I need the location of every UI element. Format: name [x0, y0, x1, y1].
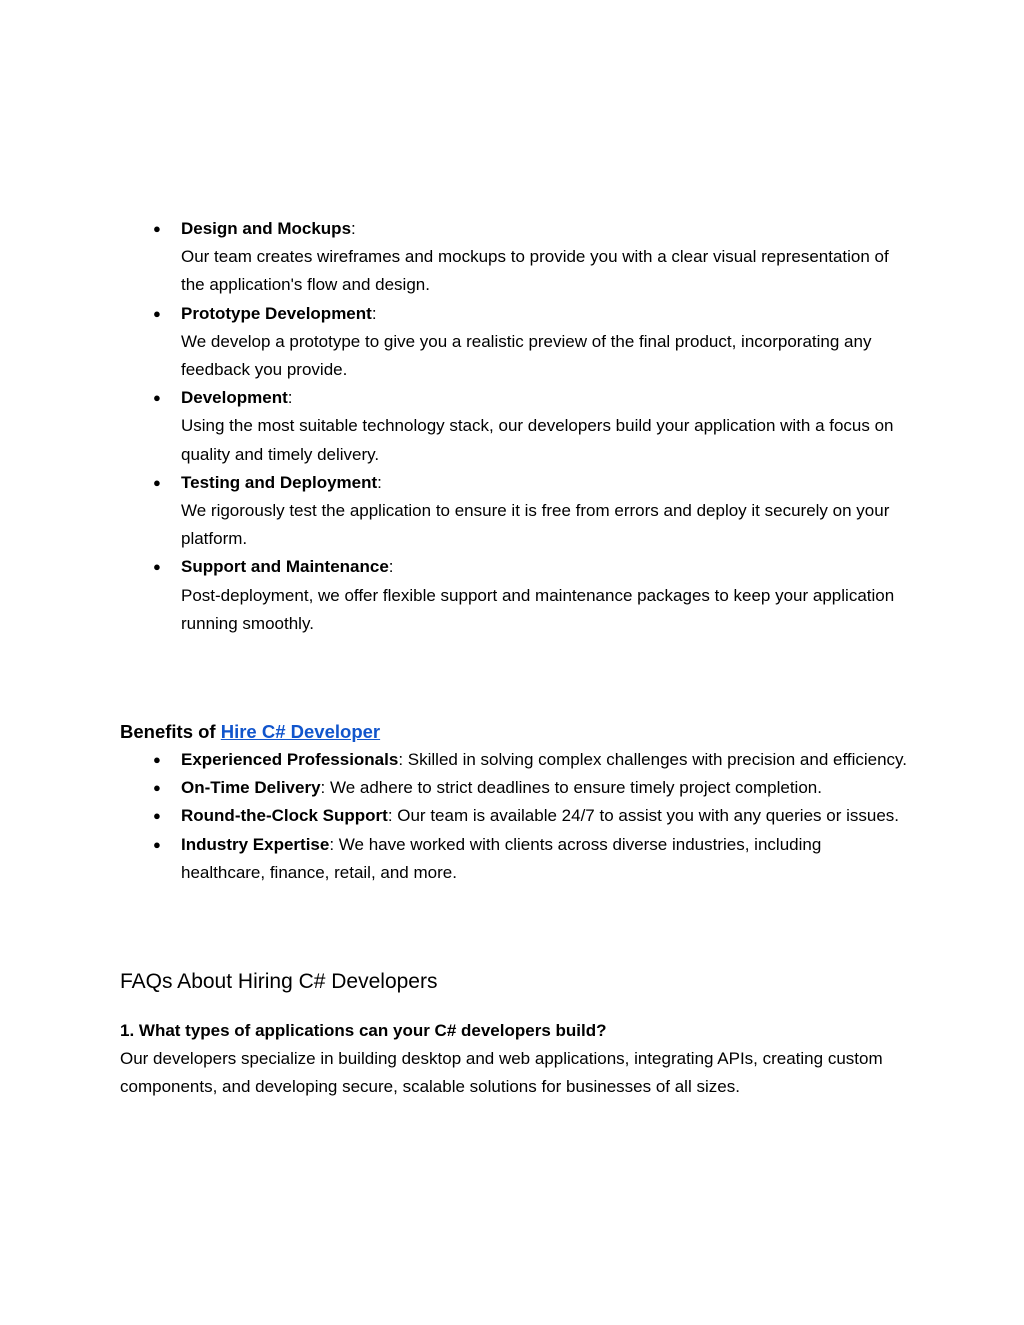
list-item [120, 774, 910, 802]
step-description: We develop a prototype to give you a realistic preview of the final product, incorporating any feedback you provide. [181, 331, 872, 380]
step-term: Design and Mockups [181, 219, 352, 238]
step-separator: : [377, 472, 382, 492]
step-description: Using the most suitable technology stack, our developers build your application with a focus on quality and timely delivery. [181, 416, 894, 464]
step-description: Our team creates wireframes and mockups to provide you with a clear visual representation of the application's flow and design. [181, 247, 889, 295]
faq-answer: Our developers specialize in building desktop and web applications, integrating APIs, creating custom components, and developing secure, scalable solutions for businesses of all sizes. [120, 1049, 883, 1097]
list-item [120, 802, 910, 830]
step-separator: : [287, 388, 293, 408]
list-item [120, 300, 910, 385]
bullet-icon: ● [153, 221, 161, 236]
step-separator: : [371, 303, 377, 323]
benefits-heading-prefix: Benefits of [120, 721, 221, 743]
benefit-term: Experienced Professionals [181, 750, 399, 770]
process-steps-list [120, 215, 910, 638]
step-term: Development [181, 388, 288, 408]
step-description: We rigorously test the application to ensure it is free from errors and deploy it securely on your platform. [181, 501, 890, 549]
list-item [120, 384, 910, 469]
step-term: Prototype Development [181, 303, 372, 323]
bullet-icon: ● [153, 305, 161, 321]
bullet-icon: ● [153, 808, 161, 824]
benefit-term: On-Time Delivery [181, 778, 321, 798]
benefit-description: : We have worked with clients across diverse industries, including healthcare, finance, retail, and more. [181, 834, 822, 882]
step-separator: : [388, 557, 394, 577]
faq-heading: FAQs About Hiring C# Developers [120, 970, 438, 994]
bullet-icon: ● [153, 836, 161, 852]
benefit-description: : We adhere to strict deadlines to ensure timely project completion. [320, 778, 822, 798]
step-description: Post-deployment, we offer flexible support and maintenance packages to keep your application running smoothly. [181, 585, 895, 633]
bullet-icon: ● [153, 559, 161, 575]
benefit-description: : Our team is available 24/7 to assist you with any queries or issues. [387, 806, 899, 826]
step-separator: : [351, 219, 356, 238]
list-item [120, 831, 910, 887]
benefit-term: Industry Expertise [181, 834, 330, 854]
bullet-icon: ● [153, 780, 161, 796]
step-term: Support and Maintenance [181, 557, 389, 577]
document-content [120, 215, 910, 1102]
list-item [120, 469, 910, 554]
bullet-icon: ● [153, 390, 161, 406]
benefits-heading [120, 718, 910, 746]
list-item [120, 553, 910, 638]
step-term: Testing and Deployment [181, 472, 378, 492]
hire-csharp-developer-link[interactable]: Hire C# Developer [220, 721, 381, 743]
benefit-term: Round-the-Clock Support [181, 806, 388, 826]
faq-question: 1. What types of applications can your C# developers build? [120, 1021, 607, 1041]
bullet-icon: ● [153, 474, 161, 490]
list-item [120, 746, 910, 774]
list-item [120, 215, 910, 300]
benefit-description: : Skilled in solving complex challenges with precision and efficiency. [398, 750, 908, 770]
benefits-list [120, 746, 910, 887]
bullet-icon: ● [153, 752, 161, 768]
